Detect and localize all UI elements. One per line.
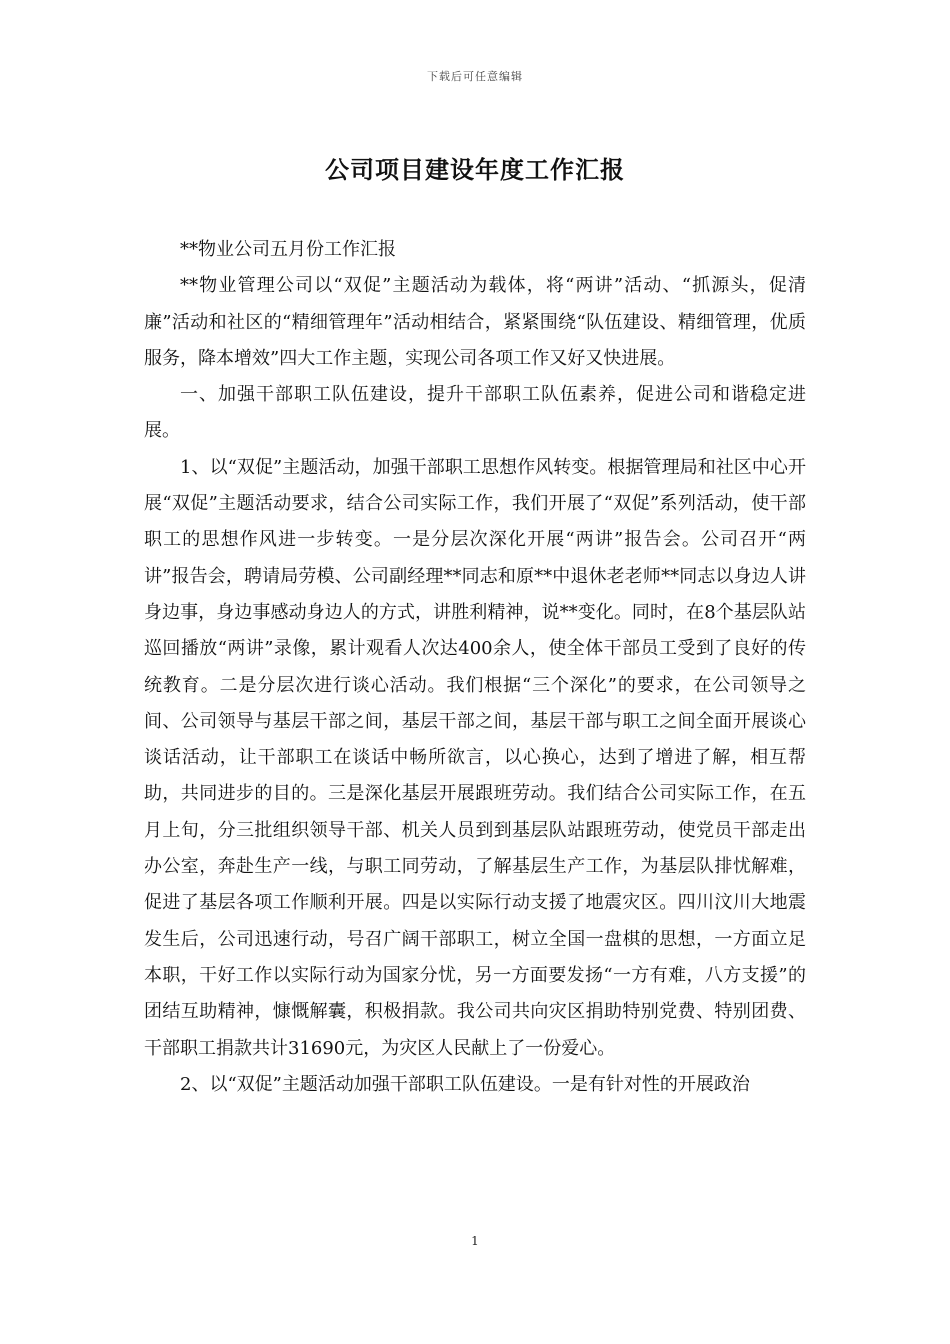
body-paragraph: 1、以“双促”主题活动，加强干部职工思想作风转变。根据管理局和社区中心开展“双促”主题活动要求，结合公司实际工作，我们开展了“双促”系列活动，使干部职工的思想作风进一步转变。一是分层次深化开展“两讲”报告会。公司召开“两讲”报告会，聘请局劳模、公司副经理**同志和原**中退休老老师**同志以身边人讲身边事，身边事感动身边人的方式，讲胜利精神，说**变化。同时，在8个基层队站巡回播放“两讲”录像，累计观看人次达400余人，使全体干部员工受到了良好的传统教育。二是分层次进行谈心活动。我们根据“三个深化”的要求，在公司领导之间、公司领导与基层干部之间，基层干部之间，基层干部与职工之间全面开展谈心谈话活动，让干部职工在谈话中畅所欲言，以心换心，达到了增进了解，相互帮助，共同进步的目的。三是深化基层开展跟班劳动。我们结合公司实际工作，在五月上旬，分三批组织领导干部、机关人员到到基层队站跟班劳动，使党员干部走出办公室，奔赴生产一线，与职工同劳动，了解基层生产工作，为基层队排忧解难，促进了基层各项工作顺利开展。四是以实际行动支援了地震灾区。四川汶川大地震发生后，公司迅速行动，号召广阔干部职工，树立全国一盘棋的思想，一方面立足本职，干好工作以实际行动为国家分忧，另一方面要发扬“一方有难，八方支援”的团结互助精神，慷慨解囊，积极捐款。我公司共向灾区捐助特别党费、特别团费、干部职工捐款共计31690元，为灾区人民献上了一份爱心。 [144, 456, 806, 1059]
body-paragraph: 2、以“双促”主题活动加强干部职工队伍建设。一是有针对性的开展政治 [180, 1073, 750, 1095]
document-body [144, 232, 806, 1103]
page-number: 1 [471, 1234, 479, 1248]
body-paragraph: 一、加强干部职工队伍建设，提升干部职工队伍素养，促进公司和谐稳定进展。 [144, 384, 806, 442]
header-note: 下载后可任意编辑 [427, 70, 523, 83]
body-paragraph: **物业公司五月份工作汇报 [180, 239, 396, 260]
document-title: 公司项目建设年度工作汇报 [325, 155, 625, 184]
body-paragraph: **物业管理公司以“双促”主题活动为载体，将“两讲”活动、“抓源头，促清廉”活动和社区的“精细管理年”活动相结合，紧紧围绕“队伍建设、精细管理，优质服务，降本增效”四大工作主题，实现公司各项工作又好又快进展。 [144, 275, 806, 369]
